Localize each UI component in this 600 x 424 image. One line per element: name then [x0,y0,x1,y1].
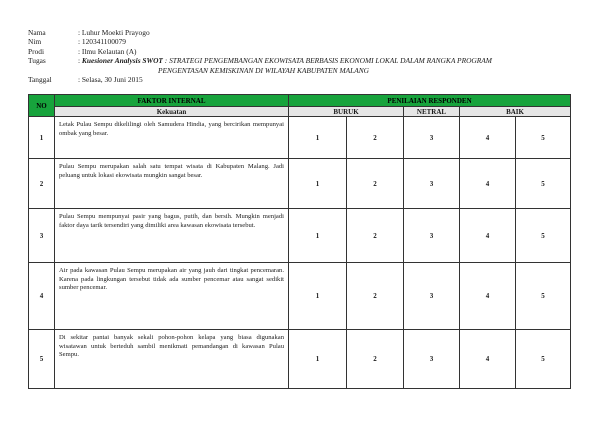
score-option-4[interactable]: 4 [460,117,516,159]
sub-baik-header: BAIK [460,107,571,117]
score-option-5[interactable]: 5 [516,263,571,330]
score-option-3[interactable]: 3 [404,209,460,263]
score-option-2[interactable]: 2 [347,159,404,209]
col-rating-header: PENILAIAN RESPONDEN [289,95,571,107]
tugas-row [28,56,570,65]
table-row [29,263,571,330]
score-option-5[interactable]: 5 [516,159,571,209]
sub-factor-header: Kekuatan [55,107,289,117]
row-number: 3 [29,209,55,263]
score-option-3[interactable]: 3 [404,330,460,389]
score-option-1[interactable]: 1 [289,263,347,330]
statement-text: Di sekitar pantai banyak sekali pohon-pohon kelapa yang biasa digunakan wisatawan untuk berteduh sambil menikmati pemandangan di kawasan Pulau Sempu. [55,330,289,389]
statement-text: Pulau Sempu mempunyai pasir yang bagus, putih, dan bersih. Mungkin menjadi faktor daya tarik tersendiri yang dimiliki area kawasan ekowisata tersebut. [55,209,289,263]
tugas-label: Tugas [28,56,46,66]
score-option-3[interactable]: 3 [404,159,460,209]
sub-netral-header: NETRAL [404,107,460,117]
tugas-value [78,56,570,65]
score-option-5[interactable]: 5 [516,330,571,389]
header-row [29,95,571,107]
score-option-5[interactable]: 5 [516,209,571,263]
tugas-continuation-row [28,66,570,75]
score-option-2[interactable]: 2 [347,263,404,330]
row-number: 1 [29,117,55,159]
nim-row [28,37,570,46]
col-no-header: NO [29,95,55,117]
nim-label: Nim [28,37,42,47]
subheader-row [29,107,571,117]
row-number: 5 [29,330,55,389]
score-option-5[interactable]: 5 [516,117,571,159]
row-number: 4 [29,263,55,330]
nim-value: : 120341100079 [78,37,126,47]
tugas-topic: : STRATEGI PENGEMBANGAN EKOWISATA BERBASIS EKONOMI LOKAL DALAM RANGKA PROGRAM [162,56,492,66]
score-option-1[interactable]: 1 [289,159,347,209]
tugas-title: Kuesioner Analysis SWOT [81,56,163,66]
prodi-label: Prodi [28,46,45,56]
score-option-4[interactable]: 4 [460,159,516,209]
prodi-value: : Ilmu Kelautan (A) [78,46,137,56]
name-label: Nama [28,28,46,37]
statement-text: Pulau Sempu merupakan salah satu tempat wisata di Kabupaten Malang. Jadi peluang untuk lokasi ekowisata mungkin sangat besar. [55,159,289,209]
table-row [29,117,571,159]
score-option-2[interactable]: 2 [347,117,404,159]
score-option-4[interactable]: 4 [460,209,516,263]
statement-text: Letak Pulau Sempu dikelilingi oleh Samudera Hindia, yang bercirikan mempunyai ombak yang besar. [55,117,289,159]
score-option-4[interactable]: 4 [460,263,516,330]
tanggal-row [28,75,570,84]
tugas-prefix: : [78,56,82,66]
tanggal-label: Tanggal [28,75,52,85]
table-row [29,209,571,263]
score-option-2[interactable]: 2 [347,209,404,263]
score-option-2[interactable]: 2 [347,330,404,389]
tanggal-value: : Selasa, 30 Juni 2015 [78,75,143,85]
score-option-3[interactable]: 3 [404,117,460,159]
score-option-1[interactable]: 1 [289,330,347,389]
prodi-row [28,47,570,56]
table-row [29,330,571,389]
sub-buruk-header: BURUK [289,107,404,117]
tugas-topic-line2: PENGENTASAN KEMISKINAN DI WILAYAH KABUPATEN MALANG [158,65,370,75]
col-factor-header: FAKTOR INTERNAL [55,95,289,107]
questionnaire-table [28,94,571,389]
score-option-1[interactable]: 1 [289,117,347,159]
row-number: 2 [29,159,55,209]
respondent-info [28,28,570,84]
score-option-3[interactable]: 3 [404,263,460,330]
score-option-4[interactable]: 4 [460,330,516,389]
table-row [29,159,571,209]
name-row [28,28,570,37]
statement-text: Air pada kawasan Pulau Sempu merupakan air yang jauh dari tingkat pencemaran. Karena pada lingkungan tersebut tidak ada sumber pencemar atau sangat sedikit sumber pencemar. [55,263,289,330]
name-value: : Luhur Moekti Prayogo [78,28,150,37]
score-option-1[interactable]: 1 [289,209,347,263]
